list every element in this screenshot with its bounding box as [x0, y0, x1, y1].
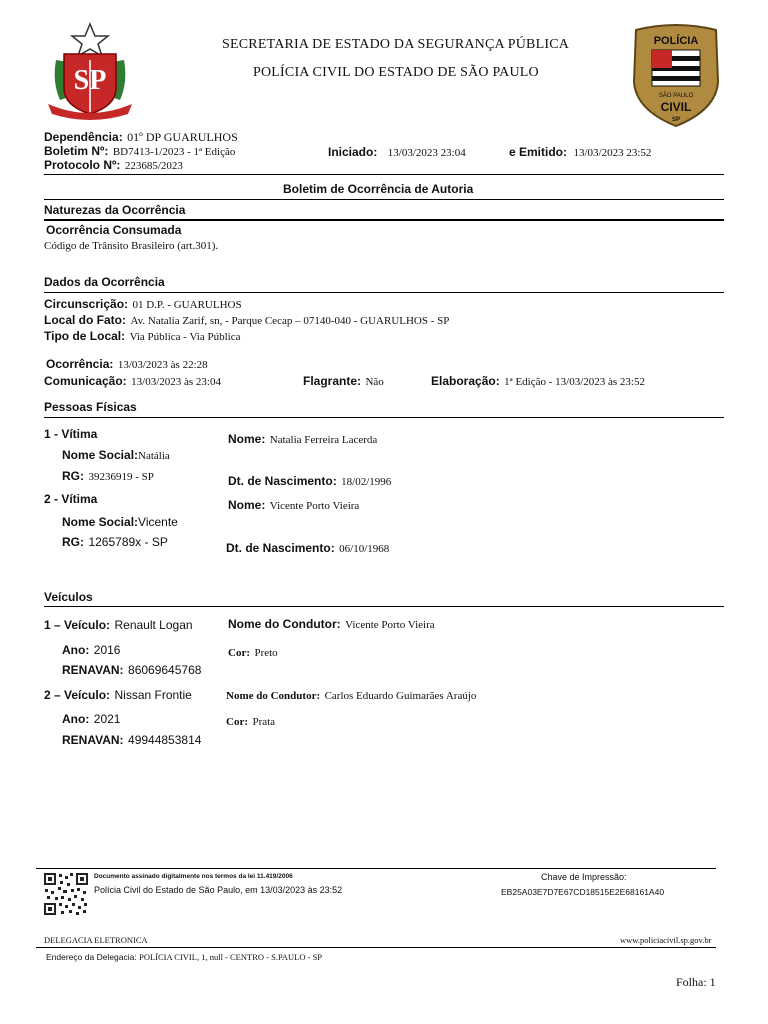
pessoa-1-nasc-row — [228, 472, 391, 490]
veiculo-1-ano-label: Ano: — [62, 643, 90, 657]
endereco-value: POLÍCIA CIVIL, 1, null - CENTRO - S.PAULO - SP — [139, 952, 323, 962]
pessoa-2-rg-row — [62, 533, 168, 551]
emitido-row — [509, 143, 651, 161]
sp-coat-of-arms-logo — [42, 22, 138, 124]
delegacia-name: DELEGACIA ELETRONICA — [44, 935, 148, 945]
dados-section-title: Dados da Ocorrência — [44, 275, 165, 289]
veiculo-1-modelo: Renault Logan — [114, 618, 193, 632]
pessoa-2-nasc-row — [226, 539, 389, 557]
tipo-local-label: Tipo de Local: — [44, 329, 126, 343]
badge-mid-text: CIVIL — [660, 100, 692, 114]
pessoa-2-nome-row — [228, 496, 359, 514]
flagrante-row — [303, 372, 384, 390]
veiculo-2-renavan-label: RENAVAN: — [62, 733, 124, 747]
pessoa-1-nome-row — [228, 430, 377, 448]
pessoa-1-heading: 1 - Vítima — [44, 427, 98, 441]
pessoa-1-rg-label: RG: — [62, 469, 84, 483]
pessoa-1-nasc-value: 18/02/1996 — [341, 476, 392, 488]
flagrante-label: Flagrante: — [303, 374, 362, 388]
pessoa-1-nome-social-row — [62, 446, 170, 464]
document-title: Boletim de Ocorrência de Autoria — [283, 182, 474, 196]
boletim-label: Boletim Nº: — [44, 144, 109, 158]
veiculo-1-cor-label: Cor: — [228, 647, 250, 659]
veiculo-1-condutor-value: Vicente Porto Vieira — [345, 619, 435, 631]
pessoa-2-nasc-label: Dt. de Nascimento: — [226, 541, 335, 555]
veiculo-1-renavan-row — [62, 661, 201, 679]
pessoa-1-rg-row — [62, 467, 154, 485]
comunicacao-label: Comunicação: — [44, 374, 127, 388]
badge-sub-text: SÃO PAULO — [658, 93, 694, 99]
pessoa-1-nome-social-value: Natália — [138, 450, 170, 462]
pessoa-2-nome-social-row — [62, 513, 178, 531]
elaboracao-value: 1ª Edição - 13/03/2023 às 23:52 — [504, 376, 645, 388]
protocolo-row — [44, 156, 183, 174]
veiculo-1-renavan-value: 86069645768 — [128, 663, 202, 677]
veiculo-1-renavan-label: RENAVAN: — [62, 663, 124, 677]
sp-logo-letters: SP — [73, 65, 107, 96]
divider — [44, 174, 724, 175]
footer-top-divider — [36, 868, 716, 869]
policia-civil-badge-logo — [630, 22, 722, 128]
comunicacao-row — [44, 372, 221, 390]
pessoa-2-nome-value: Vicente Porto Vieira — [269, 500, 360, 512]
badge-top-text: POLÍCIA — [653, 35, 699, 47]
comunicacao-value: 13/03/2023 às 23:04 — [131, 376, 221, 388]
chave-value: EB25A03E7D7E67CD18515E2E68161A40 — [501, 887, 665, 897]
veiculo-1-condutor-row — [228, 615, 435, 633]
ocorrencia-consumada-label: Ocorrência Consumada — [46, 223, 182, 237]
elaboracao-label: Elaboração: — [431, 374, 500, 388]
divider — [44, 417, 724, 418]
divider — [44, 199, 724, 200]
veiculo-2-condutor-label: Nome do Condutor: — [226, 690, 321, 702]
divider — [44, 606, 724, 607]
veiculo-2-cor-row — [226, 712, 275, 730]
veiculo-2-ano-label: Ano: — [62, 712, 90, 726]
dependencia-value: 01º DP GUARULHOS — [127, 130, 238, 144]
footer-divider — [36, 947, 716, 948]
pessoa-1-nome-social-label: Nome Social: — [62, 448, 139, 462]
naturezas-section-title: Naturezas da Ocorrência — [44, 203, 186, 217]
veiculo-1-cor-row — [228, 643, 278, 661]
ocorrencia-value: 13/03/2023 às 22:28 — [117, 359, 208, 371]
endereco-row — [46, 952, 322, 962]
signature-line-2: Polícia Civil do Estado de São Paulo, em 13/03/2023 às 23:52 — [94, 885, 343, 895]
pessoa-1-nome-value: Natalia Ferreira Lacerda — [269, 434, 378, 446]
emitido-label: e Emitido: — [509, 145, 568, 159]
pessoas-section-title: Pessoas Físicas — [44, 400, 137, 414]
veiculo-1-condutor-label: Nome do Condutor: — [228, 617, 341, 631]
pessoa-2-nome-label: Nome: — [228, 498, 266, 512]
pessoa-2-rg-value: 1265789x - SP — [88, 535, 168, 549]
site-link[interactable]: www.policiacivil.sp.gov.br — [620, 935, 712, 945]
circunscricao-value: 01 D.P. - GUARULHOS — [132, 299, 242, 311]
qr-code — [43, 872, 89, 916]
veiculos-section-title: Veículos — [44, 590, 93, 604]
veiculo-2-cor-value: Prata — [252, 716, 276, 728]
pessoa-2-nome-social-value: Vicente — [138, 515, 178, 529]
circunscricao-label: Circunscrição: — [44, 297, 129, 311]
divider — [44, 219, 724, 221]
folha-number: Folha: 1 — [676, 975, 716, 989]
dependencia-label: Dependência: — [44, 130, 123, 144]
iniciado-label: Iniciado: — [328, 145, 378, 159]
veiculo-1-ano-row — [62, 641, 120, 659]
veiculo-2-renavan-value: 49944853814 — [128, 733, 202, 747]
veiculo-2-renavan-row — [62, 731, 201, 749]
pessoa-1-nasc-label: Dt. de Nascimento: — [228, 474, 337, 488]
protocolo-value: 223685/2023 — [124, 160, 183, 172]
veiculo-2-row — [44, 686, 192, 704]
veiculo-1-cor-value: Preto — [254, 647, 278, 659]
veiculo-1-row — [44, 616, 193, 634]
badge-bottom-text: SP — [671, 117, 681, 123]
endereco-label: Endereço da Delegacia: — [46, 952, 137, 962]
tipo-local-row — [44, 327, 240, 345]
header-line-1: SECRETARIA DE ESTADO DA SEGURANÇA PÚBLICA — [222, 37, 570, 52]
veiculo-2-ano-value: 2021 — [93, 712, 121, 726]
local-fato-label: Local do Fato: — [44, 313, 126, 327]
divider — [44, 292, 724, 293]
chave-label: Chave de Impressão: — [541, 872, 627, 882]
boletim-value: BD7413-1/2023 - 1ª Edição — [112, 146, 236, 158]
flagrante-value: Não — [365, 376, 384, 388]
ocorrencia-label: Ocorrência: — [46, 357, 114, 371]
protocolo-label: Protocolo Nº: — [44, 158, 121, 172]
tipo-local-value: Via Pública - Via Pública — [129, 331, 241, 343]
pessoa-2-nasc-value: 06/10/1968 — [339, 543, 390, 555]
veiculo-2-ano-row — [62, 710, 120, 728]
pessoa-1-nome-label: Nome: — [228, 432, 266, 446]
header-line-2: POLÍCIA CIVIL DO ESTADO DE SÃO PAULO — [253, 65, 539, 80]
emitido-value: 13/03/2023 23:52 — [573, 147, 652, 159]
iniciado-value: 13/03/2023 23:04 — [387, 147, 466, 159]
local-fato-value: Av. Natalia Zarif, sn, - Parque Cecap – 07140-040 - GUARULHOS - SP — [130, 315, 450, 327]
veiculo-2-cor-label: Cor: — [226, 716, 248, 728]
veiculo-2-label: 2 – Veículo: — [44, 688, 111, 702]
veiculo-1-label: 1 – Veículo: — [44, 618, 111, 632]
iniciado-row — [328, 143, 466, 161]
natureza-text: Código de Trânsito Brasileiro (art.301). — [44, 240, 219, 252]
veiculo-2-condutor-row — [226, 686, 476, 704]
ocorrencia-row — [46, 355, 208, 373]
pessoa-2-rg-label: RG: — [62, 535, 84, 549]
veiculo-2-condutor-value: Carlos Eduardo Guimarães Araújo — [324, 690, 477, 702]
veiculo-1-ano-value: 2016 — [93, 643, 121, 657]
pessoa-2-heading: 2 - Vítima — [44, 492, 98, 506]
signature-line-1: Documento assinado digitalmente nos termos da lei 11.419/2006 — [94, 873, 293, 880]
pessoa-2-nome-social-label: Nome Social: — [62, 515, 139, 529]
pessoa-1-rg-value: 39236919 - SP — [88, 471, 154, 483]
elaboracao-row — [431, 372, 645, 390]
veiculo-2-modelo: Nissan Frontie — [114, 688, 192, 702]
